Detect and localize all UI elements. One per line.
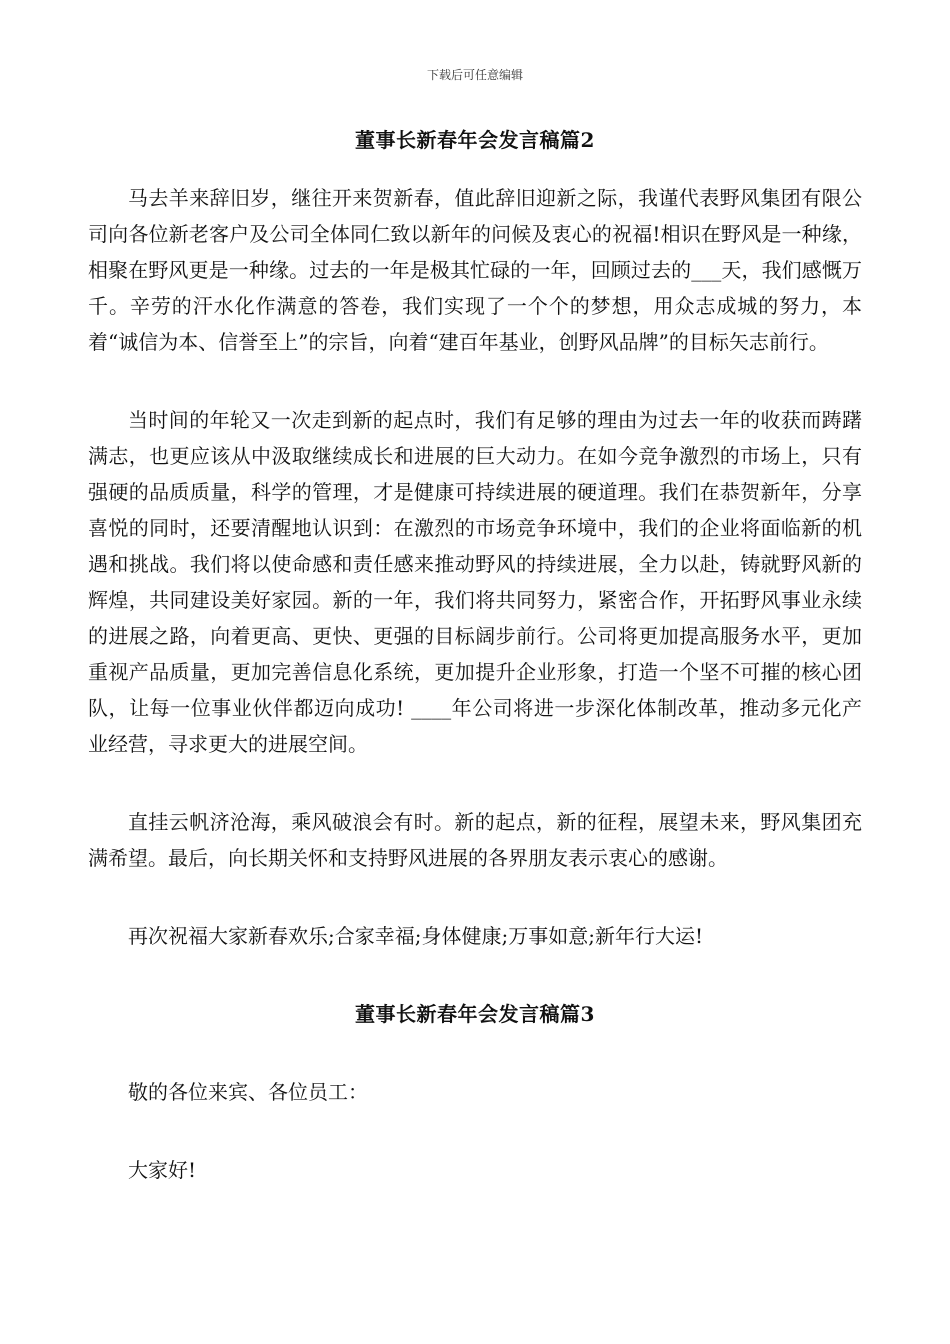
paragraph: 再次祝福大家新春欢乐;合家幸福;身体健康;万事如意;新年行大运! xyxy=(128,924,703,948)
paragraph: 大家好! xyxy=(128,1158,197,1182)
section-3-title: 董事长新春年会发言稿篇3 xyxy=(355,1002,595,1026)
paragraph: 当时间的年轮又一次走到新的起点时，我们有足够的理由为过去一年的收获而踌躇满志，也更应该从中汲取继续成长和进展的巨大动力。在如今竞争激烈的市场上，只有强硬的品质质量，科学的管理，才是健康可持续进展的硬道理。我们在恭贺新年，分享喜悦的同时，还要清醒地认识到：在激烈的市场竞争环境中，我们的企业将面临新的机遇和挑战。我们将以使命感和责任感来推动野风的持续进展，全力以赴，铸就野风新的辉煌，共同建设美好家园。新的一年，我们将共同努力，紧密合作，开拓野风事业永续的进展之路，向着更高、更快、更强的目标阔步前行。公司将更加提高服务水平，更加重视产品质量，更加完善信息化系统，更加提升企业形象，打造一个坚不可摧的核心团队，让每一位事业伙伴都迈向成功! ____年公司将进一步深化体制改革，推动多元化产业经营，寻求更大的进展空间。 xyxy=(88,408,862,756)
header-note: 下载后可任意编辑 xyxy=(426,68,523,82)
paragraph: 马去羊来辞旧岁，继往开来贺新春，值此辞旧迎新之际，我谨代表野风集团有限公司向各位新老客户及公司全体同仁致以新年的问候及衷心的祝福!相识在野风是一种缘，相聚在野风更是一种缘。过去的一年是极其忙碌的一年，回顾过去的___天，我们感慨万千。辛劳的汗水化作满意的答卷，我们实现了一个个的梦想，用众志成城的努力，本着“诚信为本、信誉至上”的宗旨，向着“建百年基业，创野风品牌”的目标矢志前行。 xyxy=(88,186,862,354)
section-2-title: 董事长新春年会发言稿篇2 xyxy=(355,128,595,152)
paragraph: 直挂云帆济沧海，乘风破浪会有时。新的起点，新的征程，展望未来，野风集团充满希望。最后，向长期关怀和支持野风进展的各界朋友表示衷心的感谢。 xyxy=(88,810,862,870)
paragraph: 敬的各位来宾、各位员工： xyxy=(128,1080,368,1104)
document-body xyxy=(88,122,862,1188)
